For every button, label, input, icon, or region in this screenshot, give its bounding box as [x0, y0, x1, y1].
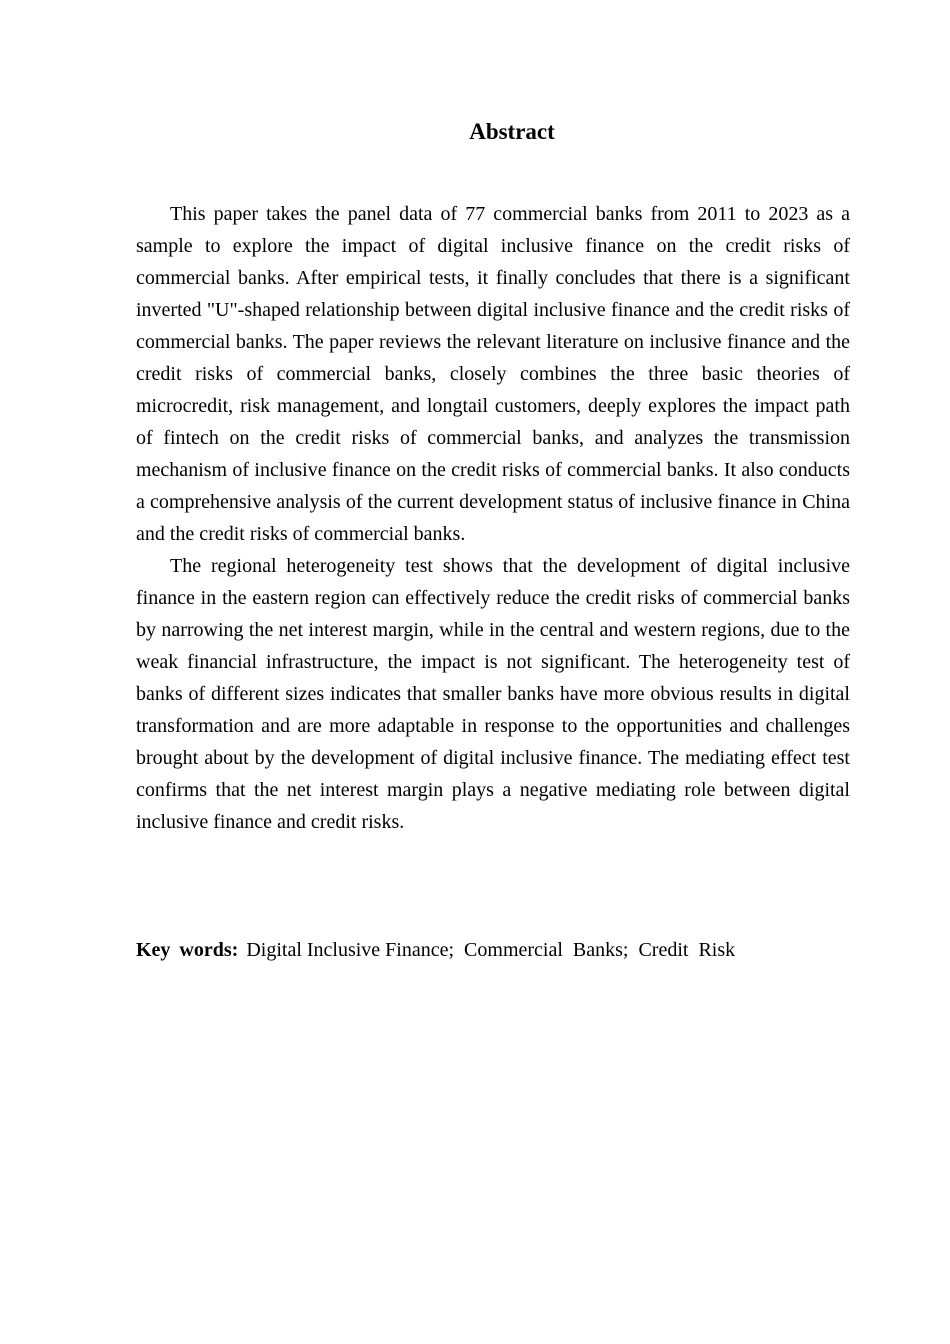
abstract-paragraph-1: This paper takes the panel data of 77 commercial banks from 2011 to 2023 as a sample to explore the impact of digital inclusive finance on the credit risks of commercial banks. After empirical tests, it finally concludes that there is a significant inverted "U"-shaped relationship between digital inclusive finance and the credit risks of commercial banks. The paper reviews the relevant literature on inclusive finance and the credit risks of commercial banks, closely combines the three basic theories of microcredit, risk management, and longtail customers, deeply explores the impact path of fintech on the credit risks of commercial banks, and analyzes the transmission mechanism of inclusive finance on the credit risks of commercial banks. It also conducts a comprehensive analysis of the current development status of inclusive finance in China and the credit risks of commercial banks.	[136, 203, 850, 545]
abstract-body	[136, 198, 850, 838]
keywords-label: Key words:	[136, 939, 239, 961]
keywords-line	[136, 934, 850, 966]
abstract-title: Abstract	[469, 119, 555, 144]
abstract-paragraph-2: The regional heterogeneity test shows that the development of digital inclusive finance in the eastern region can effectively reduce the credit risks of commercial banks by narrowing the net interest margin, while in the central and western regions, due to the weak financial infrastructure, the impact is not significant. The heterogeneity test of banks of different sizes indicates that smaller banks have more obvious results in digital transformation and are more adaptable in response to the opportunities and challenges brought about by the development of digital inclusive finance. The mediating effect test confirms that the net interest margin plays a negative mediating role between digital inclusive finance and credit risks.	[136, 555, 850, 833]
keywords-value: Digital Inclusive Finance; Commercial Banks; Credit Risk	[246, 939, 736, 961]
